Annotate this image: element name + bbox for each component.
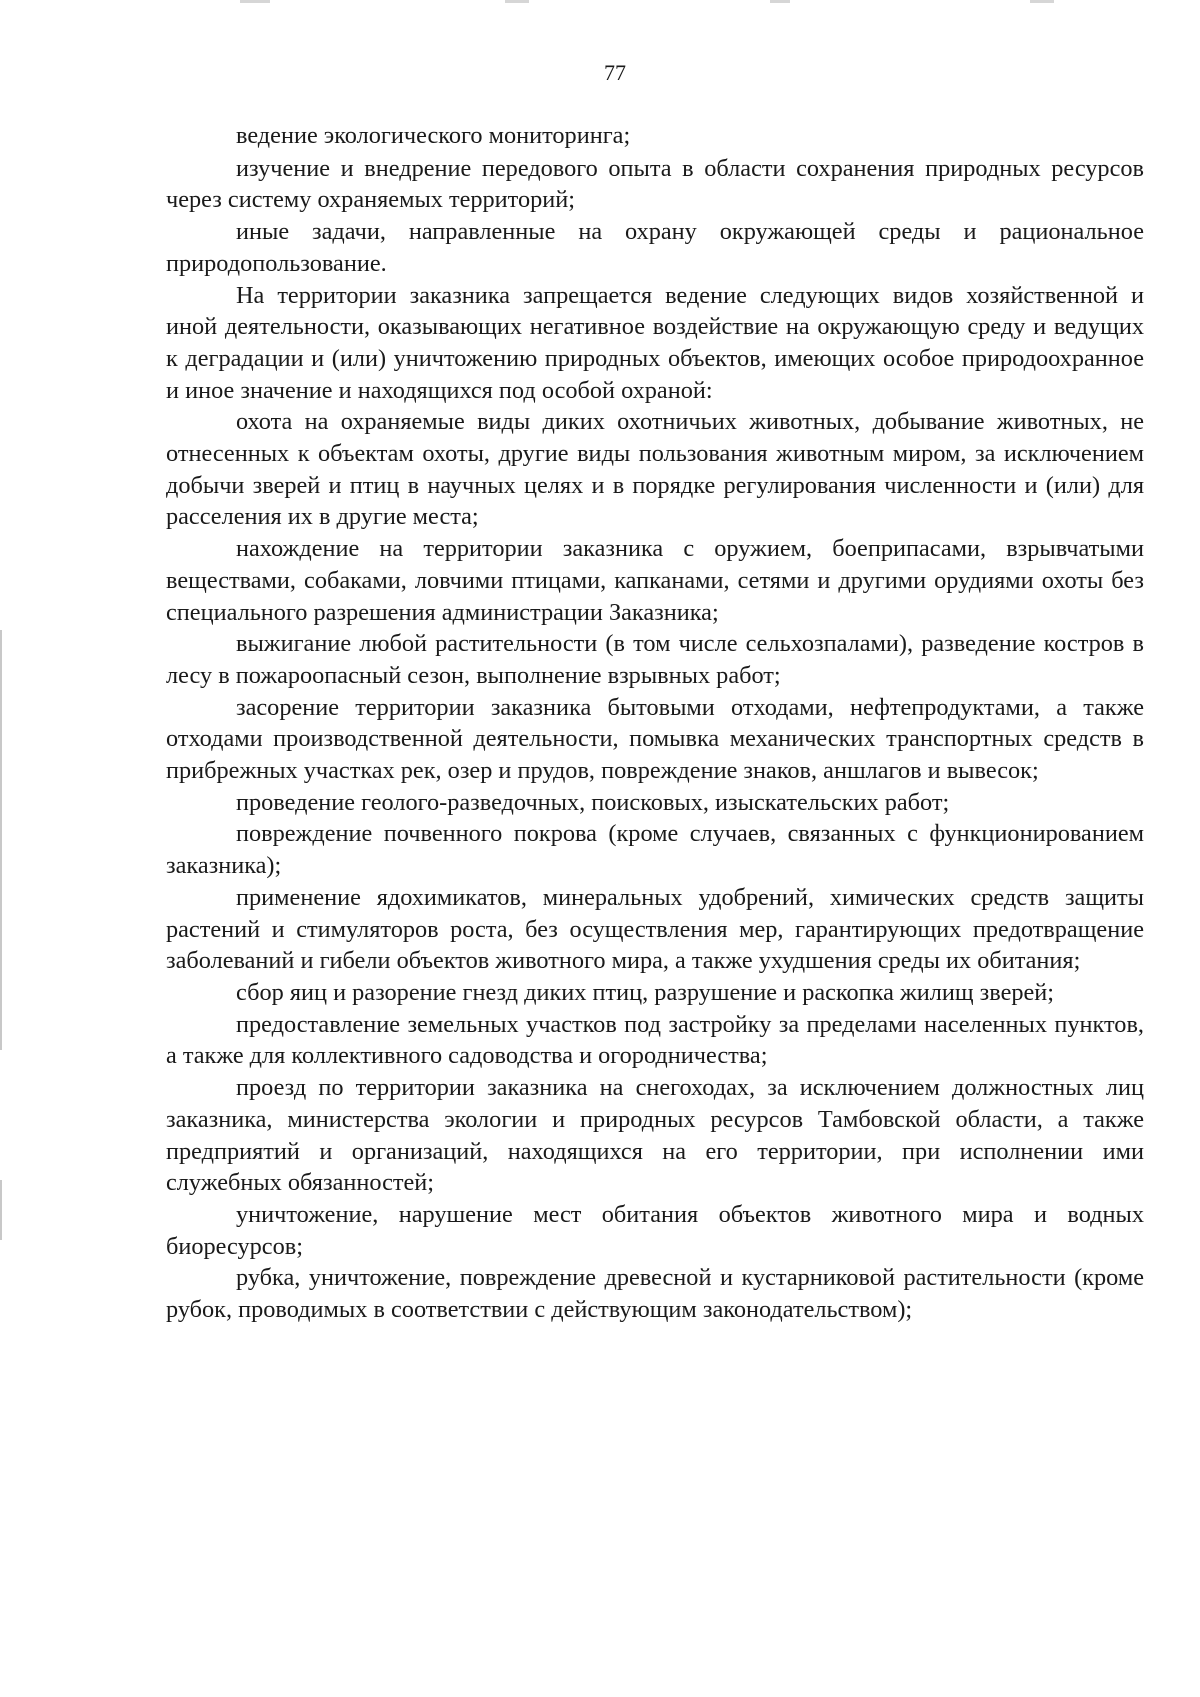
paragraph: проведение геолого-разведочных, поисковых, изыскательских работ; [236,788,950,816]
scan-artifact [240,0,270,3]
paragraph: На территории заказника запрещается ведение следующих видов хозяйственной и иной деятельности, оказывающих негативное воздействие на окружающую среду и ведущих к деградации и (или) уничтожению природных объектов, имеющих особое природоохранное и иное значение и находящихся под особой охраной: [166,281,1144,404]
paragraph: выжигание любой растительности (в том числе сельхозпалами), разведение костров в лесу в пожароопасный сезон, выполнение взрывных работ; [166,630,1144,689]
scan-edge-artifact [0,1180,2,1240]
paragraph: ведение экологического мониторинга; [236,122,631,149]
paragraph: изучение и внедрение передового опыта в области сохранения природных ресурсов через систему охраняемых территорий; [166,154,1144,214]
paragraph: засорение территории заказника бытовыми отходами, нефтепродуктами, а также отходами производственной деятельности, помывка механических транспортных средств в прибрежных участках рек, озер и прудов, повреждение знаков, аншлагов и вывесок; [166,693,1144,785]
paragraph: рубка, уничтожение, повреждение древесной и кустарниковой растительности (кроме рубок, проводимых в соответствии с действующим законодательством); [166,1264,1144,1324]
paragraph: проезд по территории заказника на снегоходах, за исключением должностных лиц заказника, министерства экологии и природных ресурсов Тамбовской области, а также предприятий и организаций, находящихся на его территории, при исполнении ими служебных обязанностей; [166,1074,1144,1197]
paragraph: охота на охраняемые виды диких охотничьих животных, добывание животных, не отнесенных к объектам охоты, другие виды пользования животным миром, за исключением добычи зверей и птиц в научных целях и в порядке регулирования численности и (или) для расселения их в другие места; [166,408,1144,531]
scan-artifact [770,0,790,3]
paragraph: повреждение почвенного покрова (кроме случаев, связанных с функционированием заказника); [166,820,1144,880]
scan-artifact [1030,0,1054,3]
document-body [166,120,1144,1326]
page-number: 77 [604,60,626,85]
paragraph: применение ядохимикатов, минеральных удобрений, химических средств защиты растений и стимуляторов роста, без осуществления мер, гарантирующих предотвращение заболеваний и гибели объектов животного мира, а также ухудшения среды их обитания; [166,883,1144,975]
paragraph: сбор яиц и разорение гнезд диких птиц, разрушение и раскопка жилищ зверей; [236,978,1055,1006]
paragraph: нахождение на территории заказника с оружием, боеприпасами, взрывчатыми веществами, собаками, ловчими птицами, капканами, сетями и другими орудиями охоты без специального разрешения администрации Заказника; [166,535,1144,626]
paragraph: уничтожение, нарушение мест обитания объектов животного мира и водных биоресурсов; [166,1200,1144,1260]
scan-artifact [505,0,529,3]
paragraph: иные задачи, направленные на охрану окружающей среды и рациональное природопользование. [166,218,1144,277]
paragraph: предоставление земельных участков под застройку за пределами населенных пунктов, а также для коллективного садоводства и огородничества; [166,1010,1144,1070]
scan-edge-artifact [0,630,2,1050]
